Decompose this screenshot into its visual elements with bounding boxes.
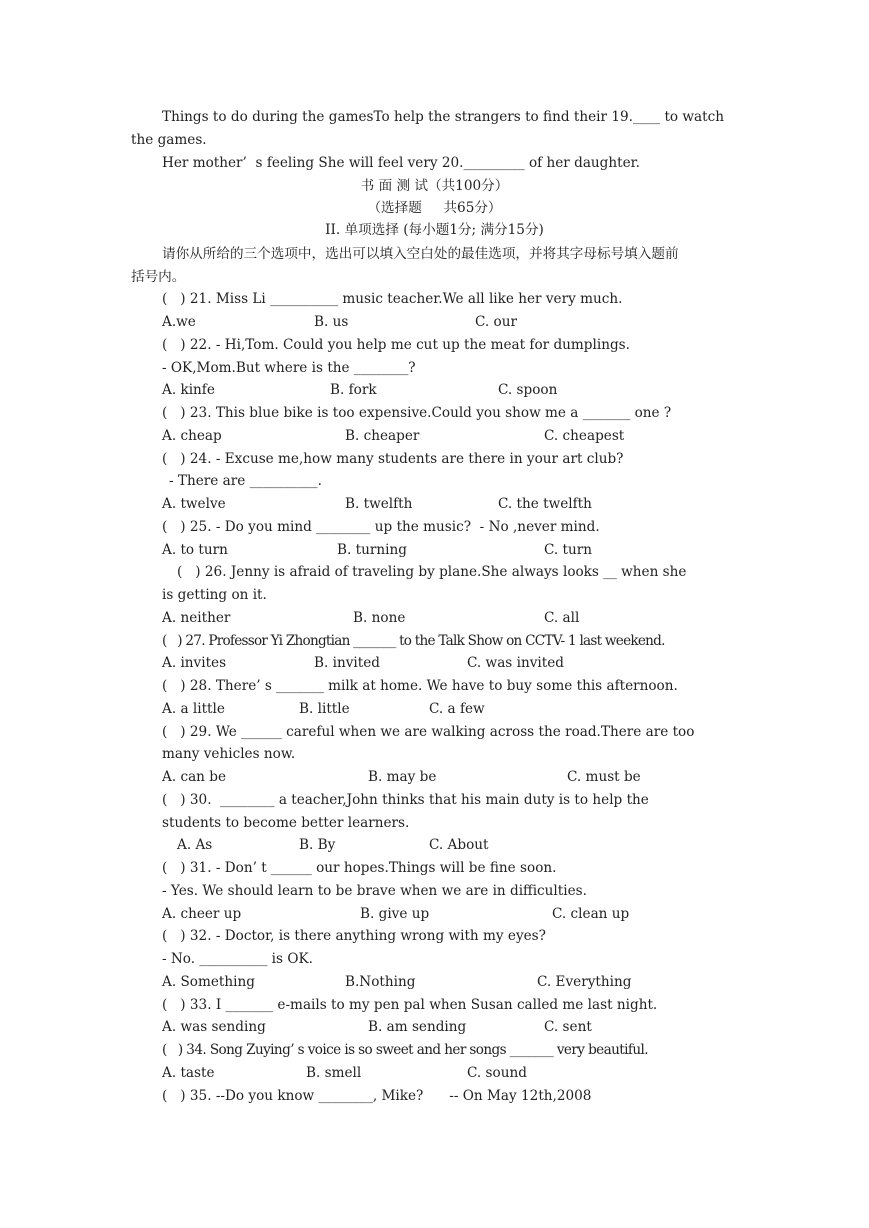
question-34-option-b: B. smell [306, 1065, 362, 1081]
question-24-option-a: A. twelve [162, 496, 226, 512]
section-heading: II. 单项选择 (每小题1分; 满分15分) [325, 222, 544, 238]
section-subtitle: （选择题 共65分） [367, 200, 502, 216]
question-22-option-b: B. fork [330, 382, 377, 398]
question-25-option-c: C. turn [544, 542, 593, 558]
question-24-option-c: C. the twelfth [498, 496, 592, 512]
question-32-stem-2: - No. __________ is OK. [162, 951, 313, 967]
question-24-stem: ( ) 24. - Excuse me,how many students are there in your art club? [162, 451, 624, 467]
question-21-option-c: C. our [475, 314, 517, 330]
question-33-option-c: C. sent [544, 1019, 592, 1035]
question-30-stem: ( ) 30. ________ a teacher,John thinks that his main duty is to help the [162, 792, 649, 808]
question-27-option-c: C. was invited [467, 655, 564, 671]
question-25-stem: ( ) 25. - Do you mind ________ up the music? - No ,never mind. [162, 519, 600, 535]
intro-line-3: Her mother’ s feeling She will feel very 20._________ of her daughter. [162, 155, 640, 171]
question-23-option-a: A. cheap [162, 428, 222, 444]
question-25-option-a: A. to turn [162, 542, 228, 558]
instruction-line-1: 请你从所给的三个选项中，选出可以填入空白处的最佳选项，并将其字母标号填入题前 [162, 246, 679, 262]
question-32-option-c: C. Everything [537, 974, 632, 990]
question-21-option-b: B. us [314, 314, 349, 330]
question-27-option-b: B. invited [314, 655, 380, 671]
question-29-option-c: C. must be [567, 769, 641, 785]
question-24-option-b: B. twelfth [345, 496, 413, 512]
question-29-option-b: B. may be [368, 769, 437, 785]
question-30-option-a: A. As [177, 837, 213, 853]
question-23-option-b: B. cheaper [345, 428, 420, 444]
question-28-option-b: B. little [299, 701, 350, 717]
question-28-stem: ( ) 28. There’ s _______ milk at home. We have to buy some this afternoon. [162, 678, 678, 694]
question-24-stem-2: - There are __________. [169, 473, 322, 489]
question-29-stem: ( ) 29. We ______ careful when we are walking across the road.There are too [162, 724, 695, 740]
question-33-option-a: A. was sending [162, 1019, 266, 1035]
question-32-stem: ( ) 32. - Doctor, is there anything wrong with my eyes? [162, 928, 546, 944]
question-34-stem: ( ) 34. Song Zuying’ s voice is so sweet and her songs _______ very beautiful. [162, 1042, 648, 1058]
question-31-stem-2: - Yes. We should learn to be brave when we are in difficulties. [162, 883, 587, 899]
question-26-option-c: C. all [544, 610, 580, 626]
question-27-stem: ( ) 27. Professor Yi Zhongtian _______ to the Talk Show on CCTV- 1 last weekend. [162, 633, 665, 649]
question-31-option-c: C. clean up [552, 906, 630, 922]
question-32-option-a: A. Something [162, 974, 255, 990]
question-32-option-b: B.Nothing [345, 974, 416, 990]
question-33-stem: ( ) 33. I _______ e-mails to my pen pal when Susan called me last night. [162, 997, 658, 1013]
question-22-stem-2: - OK,Mom.But where is the ________? [162, 360, 416, 376]
question-29-option-a: A. can be [162, 769, 226, 785]
intro-line-1: Things to do during the gamesTo help the strangers to find their 19.____ to watch [162, 109, 724, 125]
question-34-option-a: A. taste [162, 1065, 215, 1081]
question-34-option-c: C. sound [467, 1065, 527, 1081]
question-31-option-a: A. cheer up [162, 906, 242, 922]
question-23-option-c: C. cheapest [544, 428, 625, 444]
question-26-option-b: B. none [353, 610, 406, 626]
question-31-stem: ( ) 31. - Don’ t ______ our hopes.Things will be fine soon. [162, 860, 557, 876]
section-title: 书 面 测 试（共100分） [360, 178, 509, 194]
question-31-option-b: B. give up [360, 906, 430, 922]
question-28-option-c: C. a few [429, 701, 485, 717]
question-26-stem: ( ) 26. Jenny is afraid of traveling by plane.She always looks __ when she [177, 564, 687, 580]
question-22-option-a: A. kinfe [162, 382, 215, 398]
question-28-option-a: A. a little [162, 701, 225, 717]
question-21-stem: ( ) 21. Miss Li __________ music teacher.We all like her very much. [162, 291, 623, 307]
question-33-option-b: B. am sending [368, 1019, 467, 1035]
question-30-stem-2: students to become better learners. [162, 815, 410, 831]
question-26-option-a: A. neither [162, 610, 231, 626]
question-22-option-c: C. spoon [498, 382, 558, 398]
question-27-option-a: A. invites [162, 655, 227, 671]
question-25-option-b: B. turning [337, 542, 407, 558]
question-35-stem: ( ) 35. --Do you know ________, Mike? -- On May 12th,2008 [162, 1088, 592, 1104]
question-21-option-a: A.we [162, 314, 196, 330]
question-30-option-b: B. By [299, 837, 336, 853]
question-26-stem-2: is getting on it. [162, 587, 267, 603]
intro-line-2: the games. [131, 132, 207, 148]
question-29-stem-2: many vehicles now. [162, 746, 296, 762]
question-23-stem: ( ) 23. This blue bike is too expensive.Could you show me a _______ one ? [162, 405, 672, 421]
question-30-option-c: C. About [429, 837, 489, 853]
question-22-stem: ( ) 22. - Hi,Tom. Could you help me cut up the meat for dumplings. [162, 337, 630, 353]
instruction-line-2: 括号内。 [131, 269, 186, 285]
